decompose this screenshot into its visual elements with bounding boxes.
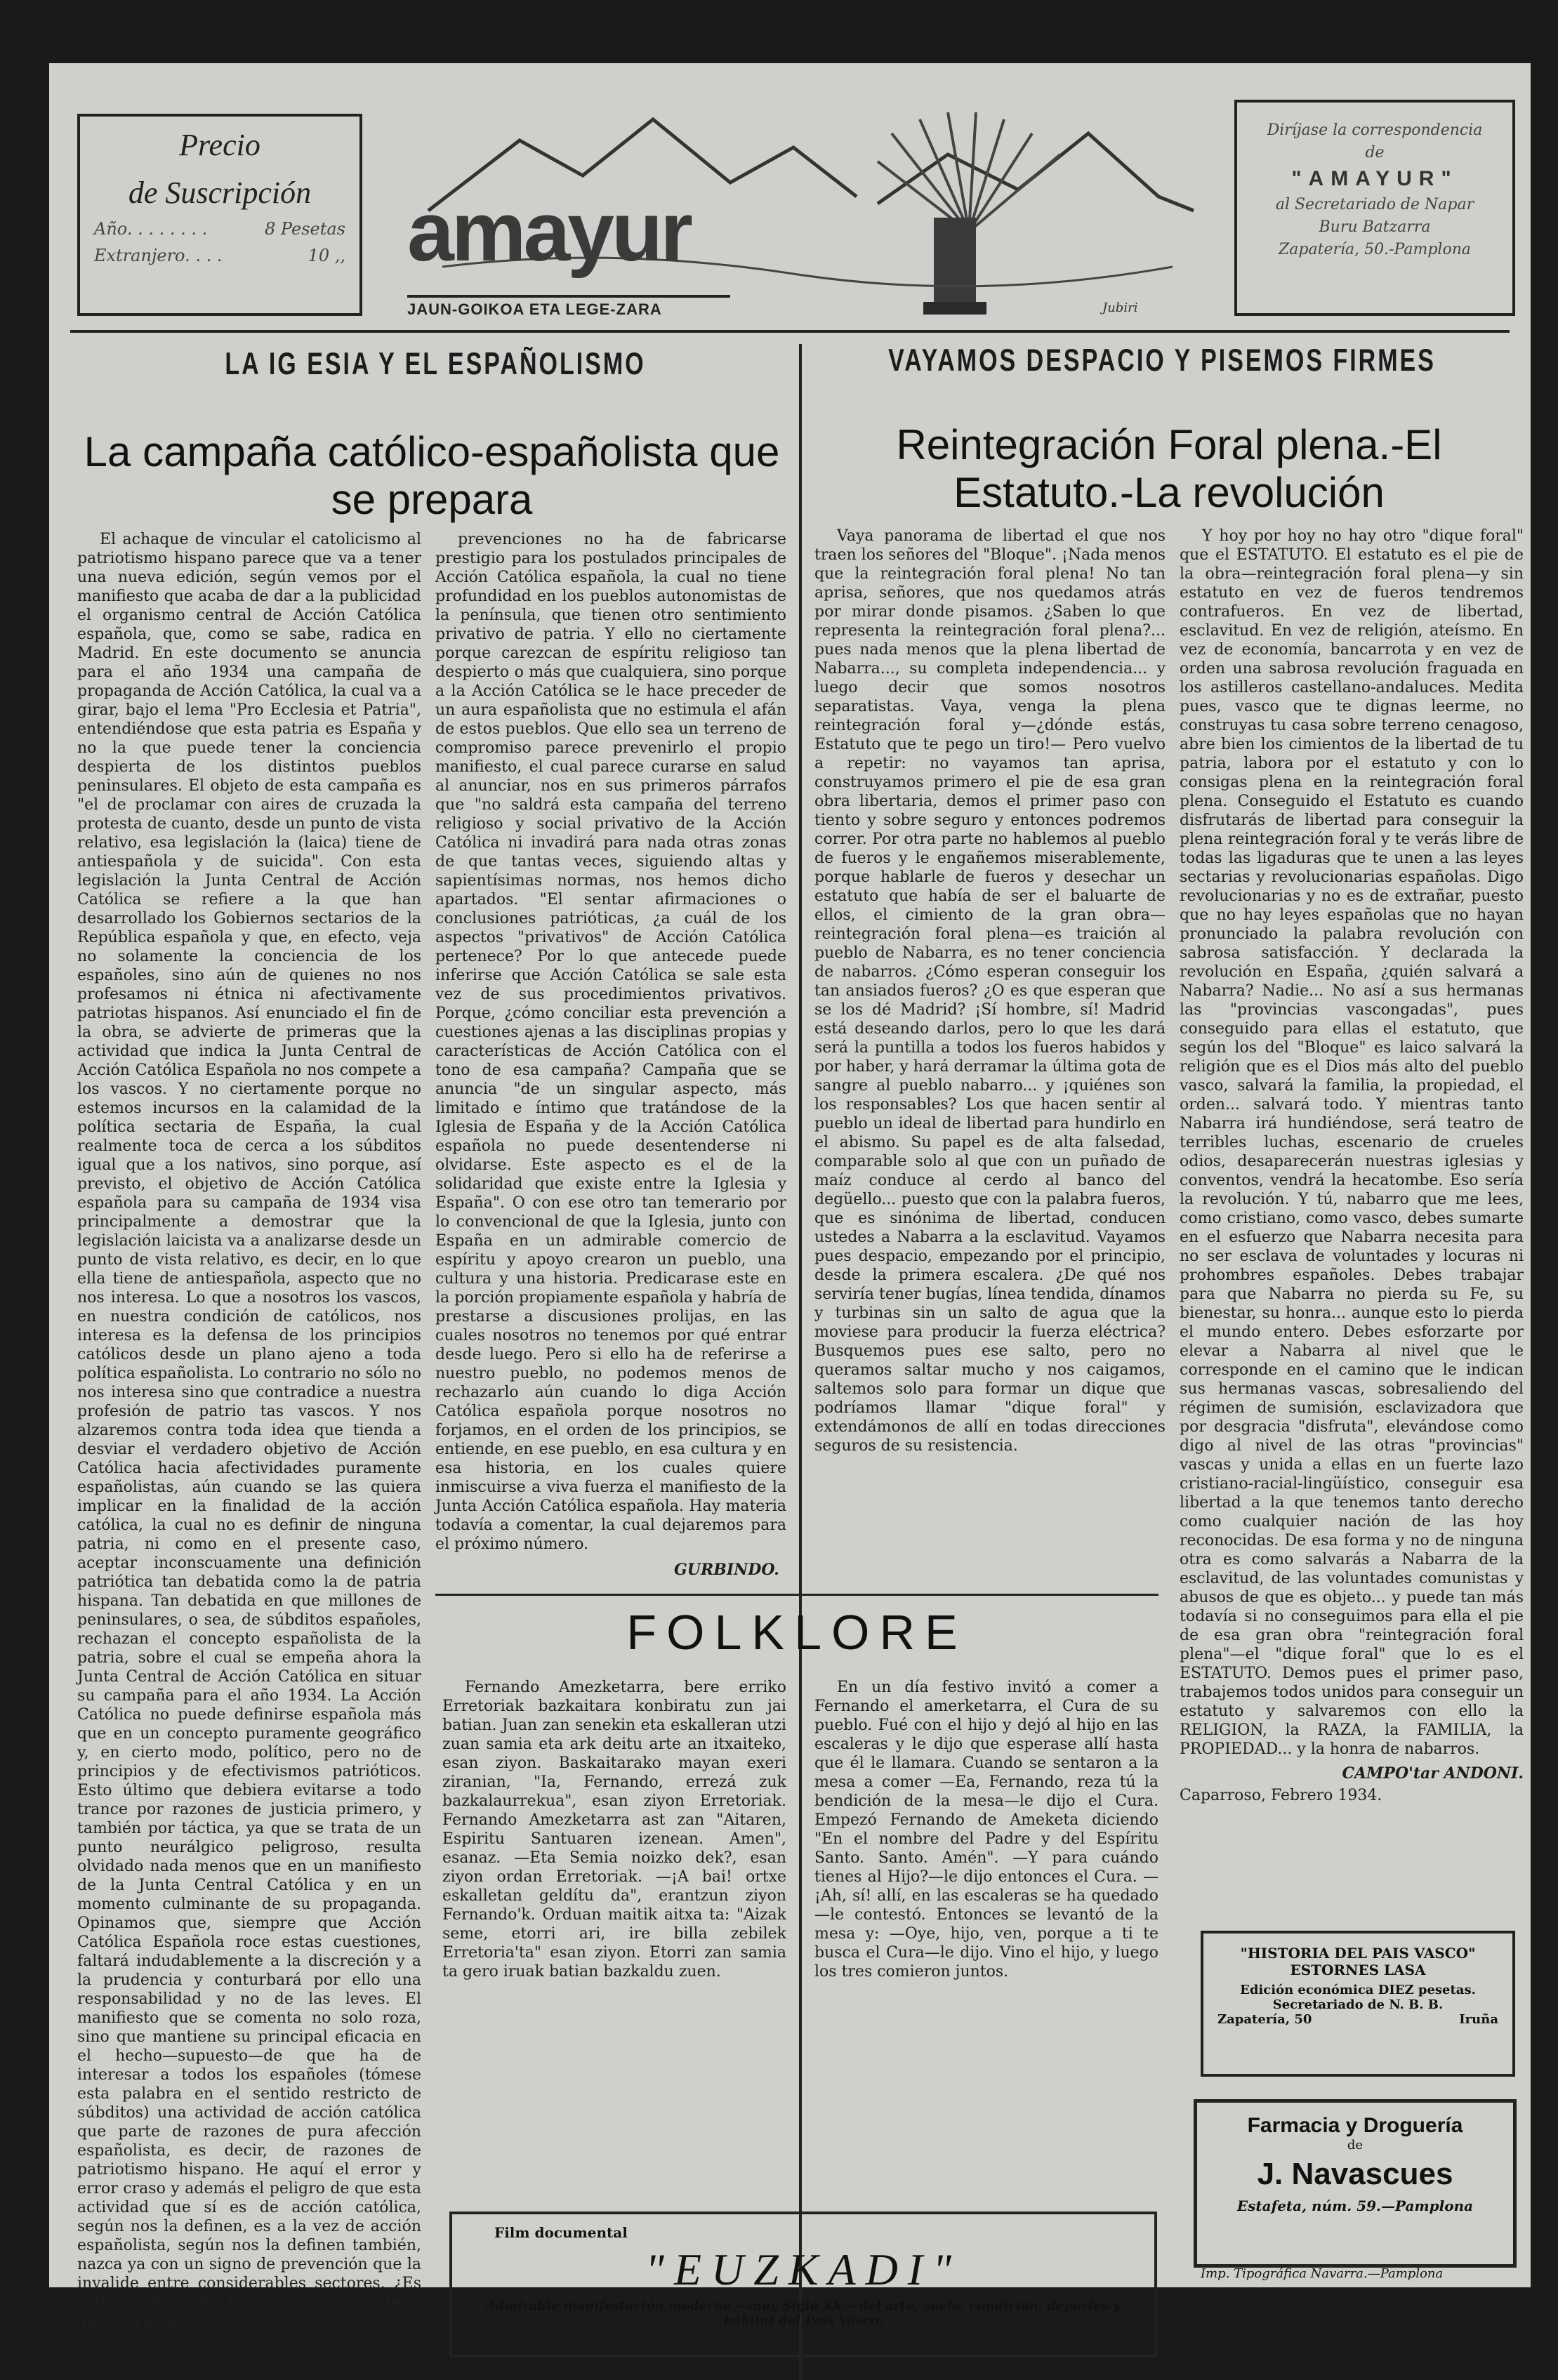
farmacia-ad-address: Estafeta, núm. 59.—Pamplona xyxy=(1236,2197,1474,2214)
farmacia-ad-name: J. Navascues xyxy=(1257,2157,1453,2191)
historia-ad-line1: "HISTORIA DEL PAIS VASCO" xyxy=(1240,1945,1476,1962)
left-article-col1 xyxy=(77,530,422,2330)
correspondence-line2: de xyxy=(1365,144,1385,161)
printer-imprint: Imp. Tipográfica Navarra.—Pamplona xyxy=(1201,2266,1444,2281)
left-article-kicker: LA IG ESIA Y EL ESPAÑOLISMO xyxy=(225,347,646,382)
subscription-title-line1: Precio xyxy=(179,128,260,162)
correspondence-name: "AMAYUR" xyxy=(1291,167,1458,190)
subscription-price-box xyxy=(77,114,362,316)
folklore-spanish-text: En un día festivo invitó a comer a Fernando el amerketarra, el Cura de su pueblo. Fué con el hijo y dejó al hijo en las escaleras y le dijo que esperase allí hasta que él le llamara. Cuando se sentaron a la mesa a comer —Ea, Fernando, reza tú la bendición de la mesa—le dijo el Cura. Empezó Fernando de Ameketa diciendo "En el nombre del Padre y del Espíritu Santo. Santo. Amén". —Y para cuándo tienes al Hijo?—le dijo entonces el Cura. —¡Ah, sí! allí, en las escaleras se ha quedado—le contestó. Entonces se levantó de la mesa y: —Oye, hijo, ven, porque a ti te busca el Cura—le dijo. Vino el hijo, y luego los tres comieron juntos. xyxy=(814,1679,1158,1981)
right-article-dateline: Caparroso, Febrero 1934. xyxy=(1180,1787,1382,1804)
right-article-col4 xyxy=(1180,527,1524,1910)
historia-ad-city: Iruña xyxy=(1459,2012,1498,2027)
folklore-basque-text: Fernando Amezketarra, bere erriko Erretoriak bazkaitara konbiratu zun jai batian. Juan zan senekin eta eskalleran utzi zuan samia eta ark deitu arte an itxaiteko, esan ziyon. Baskaitarako mayan exeri ziranian, "Ia, Fernando, errezá zuk bazkalaurrekua", esan ziyon Erretoriak. Fernando Amezketarra ast zan "Aitaren, Espiritu Santuaren izenean. Amen", esanaz. —Eta Semia noizko dek?, esan ziyon ordan Erretoriak. —¡A bai! ortxe eskalletan geldítu da", erantzun ziyon Fernando'k. Orduan maitik aitxa ta: "Aizak seme, etorri ari, ire billa zebilek Erretoria'ta" esan ziyon. Etorri zan samia ta gero iruak batian bazkaldu zuen. xyxy=(442,1679,786,1981)
folklore-spanish-col xyxy=(814,1678,1158,2197)
folklore-top-rule xyxy=(435,1594,1158,1596)
film-ad-label: Film documental xyxy=(494,2224,628,2241)
film-ad-box xyxy=(449,2212,1157,2358)
correspondence-line5: Zapatería, 50.-Pamplona xyxy=(1279,241,1471,258)
correspondence-box xyxy=(1234,100,1515,316)
right-article-signature: CAMPO'tar ANDONI. xyxy=(1342,1764,1524,1783)
correspondence-line4: Buru Batzarra xyxy=(1319,218,1431,236)
left-article-col2-text: prevenciones no ha de fabricarse prestigio para los postulados principales de Acción Católica española, la cual no tiene profundidad en los pueblos autonomistas de la península, que tienen otro sentimiento privativo de patria. Y ello no ciertamente porque carezcan de espíritu religioso tan despierto o más que cualquiera, sino porque a la Acción Católica se le hace preceder de un aura españolista que no estimula el afán de estos pueblos. Que ello sea un terreno de compromiso parece prevenirlo el propio manifiesto, el cual parece curarse en salud al anunciar, nos en sus primeros párrafos que "no saldrá esta campaña del terreno religioso y social privativo de la Acción Católica ni invadirá para nada otras zonas de que tantas veces, siguiendo altas y sapientísimas normas, nos hemos dicho apartados. "El sentar afirmaciones o conclusiones patrióticas, ¿a cuál de los aspectos "privativos" de Acción Católica pertenece? Por lo que antecede puede inferirse que Acción Católica se sale esta vez de sus procedimientos privativos. Porque, ¿cómo conciliar esta prevención a cuestiones ajenas a las disciplinas propias y características de Acción Católica con el tono de esa campaña? Campaña que se anuncia "de un singular aspecto, más limitado e íntimo que tratándose de la Iglesia de España y de la Acción Católica española no puede desentenderse ni olvidarse. Este aspecto es el de la solidaridad que existe entre la Iglesia y España". O con ese otro tan temerario por lo convencional de que la Iglesia, junto con España en un admirable comercio de espíritu y apoyo crearon un pueblo, una cultura y una historia. Predicarase este en la porción propiamente española y habría de prestarse a discusiones prolijas, en las cuales nosotros no tenemos por qué entrar desde luego. Pero si ello ha de referirse a nuestro pueblo, no podemos menos de rechazarlo aún cuando lo diga Acción Católica española porque nosotros no forjamos, en el orden de los principios, se entiende, en ese pueblo, en esa cultura y en esa historia, en los cuales quiere inmiscuirse a viva fuerza el manifiesto de la Junta Acción Católica española. Hay materia todavía a comentar, la cual dejaremos para el próximo número. xyxy=(435,531,786,1553)
left-article-headline: La campaña católico-españolista que se prepara xyxy=(84,428,780,523)
historia-ad-address: Zapatería, 50 xyxy=(1217,2012,1312,2027)
farmacia-ad-box xyxy=(1194,2099,1517,2268)
column-divider-center xyxy=(799,344,802,2380)
film-ad-description: Admirable manifestación moderna —muy Siglo XX— del arte, suelo, condición, deportes y habitat del País Vasco. xyxy=(485,2299,1121,2328)
correspondence-line3: al Secretariado de Napar xyxy=(1275,196,1474,213)
historia-ad-line2: ESTORNES LASA xyxy=(1290,1962,1426,1978)
subscription-row-year xyxy=(94,219,345,239)
farmacia-ad-line2: de xyxy=(1347,2138,1364,2153)
left-article-signature: GURBINDO. xyxy=(674,1561,779,1579)
historia-ad-line3: Edición económica DIEZ pesetas. xyxy=(1240,1983,1476,1997)
historia-ad-line4: Secretariado de N. B. B. xyxy=(1272,1997,1444,2012)
masthead-artist-signature: Jubiri xyxy=(1102,300,1138,315)
subscription-year-value: 8 Pesetas xyxy=(265,219,345,239)
right-article-col3 xyxy=(814,527,1166,1636)
subscription-year-label: Año. . . . . . . . xyxy=(94,219,208,239)
monument-icon xyxy=(934,218,976,309)
right-article-col3-text: Vaya panorama de libertad el que nos traen los señores del "Bloque". ¡Nada menos que la reintegración foral plena! No tan aprisa, señores, que nos quedamos atrás por mirar donde pisamos. ¿Saben lo que representa la reintegración foral plena?... pues nada menos que la plena libertad de Nabarra..., su completa independencia... y luego decir que somos nosotros separatistas. Vaya, venga la plena reintegración foral y—¿dónde estás, Estatuto que te pego un tiro!— Pero vuelvo a repetir: no vayamos tan aprisa, construyamos primero el pie de esa gran obra libertaria, demos el primer paso con tiento y sobre seguro y entonces podremos correr. Por otra parte no hablemos al pueblo de fueros y le engañemos miserablemente, porque hablarle de fueros y desechar un estatuto que había de ser el baluarte de ellos, el cimiento de la gran obra—reintegración foral plena—es traición al pueblo de Nabarra, es no tener conciencia de nabarros. ¿Cómo esperan conseguir los tan ansiados fueros? ¿O es que esperan que se los dé Madrid? ¡Sí hombre, sí! Madrid está deseando darlos, pero lo que les dará será la puntilla a todos los fueros habidos y por haber, y hará derramar la última gota de sangre al pueblo nabarro... y ¡quiénes son los responsables? Los que hacen sentir al pueblo un ideal de libertad para hundirlo en el abismo. Su papel es de alta falsedad, comparable solo al que con un puñado de maíz conduce al cerdo al banco del degüello... puesto que con la palabra fueros, que es sinónima de libertad, conducen ustedes a Nabarra a la esclavitud. Vayamos pues despacio, empezando por el principio, desde la primera escalera. ¿De qué nos serviría tener bugías, línea tendida, dínamos y turbinas sin un salto de agua que la moviese para producir la fuerza eléctrica? Busquemos pues ese salto, pero no queramos saltar mucho y nos caigamos, saltemos solo para formar un dique que podríamos llamar "dique foral" y extendámonos de allí en todas direcciones seguros de su resistencia. xyxy=(814,527,1166,1455)
correspondence-line1: Diríjase la correspondencia xyxy=(1267,121,1483,139)
farmacia-ad-line1: Farmacia y Droguería xyxy=(1247,2114,1463,2137)
left-article-col2 xyxy=(435,530,786,1579)
sun-rays-icon xyxy=(878,112,1060,232)
subscription-title-line2: de Suscripción xyxy=(128,176,312,210)
folklore-basque-col xyxy=(442,1678,786,2197)
subscription-abroad-value: 10 ,, xyxy=(308,246,345,265)
left-article-col1-text: El achaque de vincular el catolicismo al patriotismo hispano parece que va a tener una nueva edición, según vemos por el manifiesto que acaba de dar a la publicidad el organismo central de Acción Católica española, que, como se sabe, radica en Madrid. En este documento se anuncia para el año 1934 una campaña de propaganda de Acción Católica, la cual va a girar, bajo el lema "Pro Ecclesia et Patria", entendiéndose que esta patria es España y no la que puede tener la conciencia despierta de los distintos pueblos peninsulares. El objeto de esta campaña es "el de proclamar con aires de cruzada la protesta de cuanto, desde un punto de vista relativo, esa legislación la (laica) tiene de antiespañola y de suicida". Con esta legislación la Junta Central de Acción Católica se refiere a la que han desarrollado los Gobiernos sectarios de la República española y que, en efecto, veja no solamente la conciencia de los españoles, sino aún de quienes no nos profesamos ni étnica ni afectivamente patriotas hispanos. Así enunciado el fin de la obra, se advierte de primeras que la actividad que indica la Junta Central de Acción Católica Española no nos compete a los vascos. Y no ciertamente porque no estemos incursos en la calamidad de la política sectaria de España, la cual realmente toca de cerca a los súbditos igual que a los nativos, sino porque, así previsto, el objetivo de Acción Católica española para su campaña de 1934 visa principalmente a demostrar que la legislación laicista va a analizarse desde un punto de vista relativo, es decir, en lo que ella tiene de antiespañola, aspecto que no nos interesa. Lo que a nosotros los vascos, en nuestra condición de católicos, nos interesa es la defensa de los principios católicos desde un plano ajeno a toda política españolista. Lo contrario no sólo no nos interesa sino que contradice a nuestra profesión de patrio tas vascos. Y nos alzaremos contra toda idea que tienda a desviar el verdadero objetivo de Acción Católica hacia afectividades puramente españolistas, aún cuando se las quiera implicar en la finalidad de la acción católica, la cual no es definir de ninguna patria, ni como en el presente caso, aceptar inconscuamente una definición patriótica tan debatida como la de patria hispana. Tan debatida en que millones de peninsulares, o sea, de súbditos españoles, rechazan el concepto españolista de la patria, sobre el cual se empeña ahora la Junta Central de Acción Católica en situar su campaña para el año 1934. La Acción Católica no puede definirse española más que en un concepto puramente geográfico y, en cierto modo, político, pero no de principios y de efectivismos patrióticos. Esto último que debiera evitarse a todo trance por razones de justicia primero, y también por táctica, ya que se trata de un punto neurálgico peligroso, resulta olvidado nada menos que en un manifiesto de la Junta Central Católica y en un momento culminante de su propaganda. Opinamos que, siempre que Acción Católica Española roce estas cuestiones, faltará indudablemente a la discreción y a la prudencia y conturbará por ello una responsabilidad y no de las leves. El manifiesto que se comenta no solo roza, sino que mantiene su principal eficacia en el hecho—supuesto—de que ha de interesar a todos los españoles (tómese esta palabra en el sentido restricto de súbditos) una actividad de acción católica que parte de razones de pura afección españolista, es decir, de razones de patriotismo hispano. He aquí el error y error craso y además el peligro de que esta actividad que sí es de acción católica, según nos la definen, es a la vez de acción españolista, según nos la definen también, nazca ya con un signo de prevención que la invalide entre considerables sectores. ¿Es esto prudente? No hay exageración al decir que con estas xyxy=(77,531,422,2330)
film-ad-title: "EUZKADI" xyxy=(645,2245,961,2294)
right-article-kicker: VAYAMOS DESPACIO Y PISEMOS FIRMES xyxy=(888,343,1436,378)
historia-ad-box xyxy=(1201,1931,1515,2077)
historia-ad-line5 xyxy=(1217,2012,1498,2027)
folklore-title: FOLKLORE xyxy=(626,1605,968,1660)
masthead-title: amayur xyxy=(407,185,690,279)
masthead-motto: JAUN-GOIKOA ETA LEGE-ZARA xyxy=(407,300,662,318)
header-rule xyxy=(70,330,1510,333)
subscription-row-abroad xyxy=(94,246,345,265)
subscription-abroad-label: Extranjero. . . . xyxy=(94,246,223,265)
right-article-headline: Reintegración Foral plena.-El Estatuto.-La revolución xyxy=(896,421,1442,516)
masthead xyxy=(400,91,1208,323)
right-article-col4-text: Y hoy por hoy no hay otro "dique foral" que el ESTATUTO. El estatuto es el pie de la obra—reintegración foral plena—y sin estatuto en vez de fueros tendremos contrafueros. En vez de libertad, esclavitud. En vez de religión, ateísmo. En vez de economía, bancarrota y en vez de orden una sabrosa revolución fraguada en los astilleros castellano-andaluces. Medita pues, vasco que te dignas leerme, no construyas tu casa sobre terreno cenagoso, abre bien los cimientos de la libertad de tu patria, labora por el estatuto y con lo consigas plena en la reintegración foral plena. Conseguido el Estatuto es cuando disfrutarás de libertad para conseguir la plena reintegración foral y te verás libre de todas las ligaduras que te unen a las leyes sectarias y revolucionarias españolas. Digo revolucionarias y no es de extrañar, puesto que no hay leyes españolas que no hayan pronunciado la palabra revolución con sabrosa satisfacción. Y declarada la revolución en España, ¿quién salvará a Nabarra? Nadie... No así a sus hermanas las "provincias vascongadas", pues conseguido para ellas el estatuto, que según los del "Bloque" es laico salvará la religión que es el Dios más alto del pueblo vasco, salvará la familia, la propiedad, el orden... salvará todo. Y mientras tanto Nabarra irá hundiéndose, será teatro de terribles luchas, escenario de crueles odios, desaparecerán nuestras iglesias y conventos, vendrá la hecatombe. Eso sería la revolución. Y tú, nabarro que me lees, como cristiano, como vasco, debes sumarte en el esfuerzo que Nabarra necesita para no ser esclava de voluntades y locuras ni prohombres españoles. Debes trabajar para que Nabarra no pierda su Fe, su bienestar, su honra... aunque esto lo pierda el mundo entero. Debes esforzarte por elevar a Nabarra al nivel que le corresponde en el camino que le indican sus hermanas vascas, sobresaliendo del régimen de sumisión, esclavizadora que por desgracia "disfruta", elevándose como digo al nivel de las otras "provincias" vascas y unida a ellas en un fuerte lazo cristiano-racial-lingüístico, conseguir esa libertad a la que tenemos tanto derecho como cualquier nación de las hoy reconocidas. De esa forma y no de ninguna otra es como salvarás a Nabarra de la esclavitud, de las voluntades comunistas y abusos de que es objeto... y puede tan más todavía si no conseguimos para ella el pie de esa gran obra "reintegración foral plena"—el "dique foral" que lo es el ESTATUTO. Demos pues el primer paso, trabajemos todos unidos para conseguir un estatuto y salvaremos con ello la RELIGION, la RAZA, la FAMILIA, la PROPIEDAD... y la honra de nabarros. xyxy=(1180,527,1524,1758)
newspaper-page xyxy=(49,63,1531,2330)
